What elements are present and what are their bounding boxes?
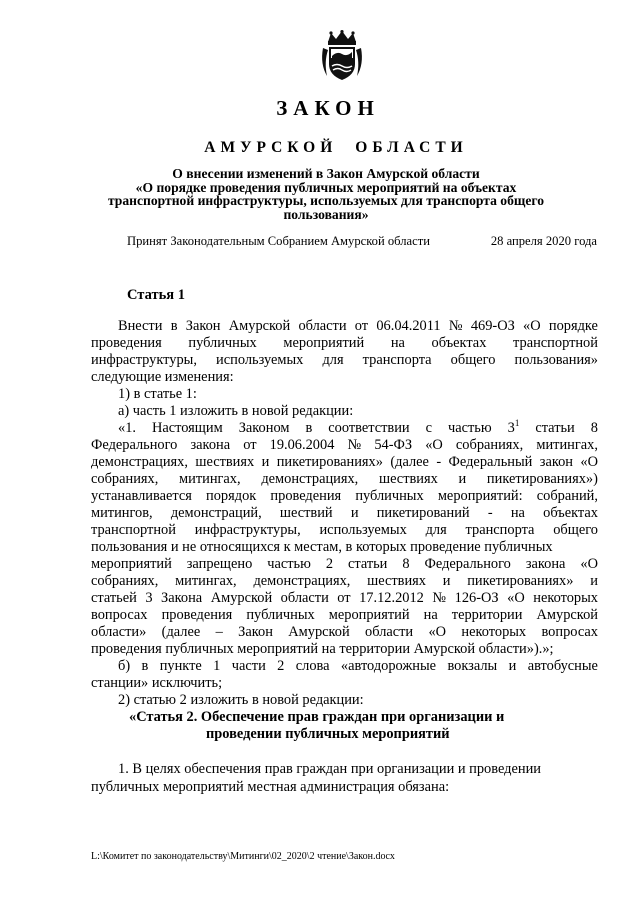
body-word: порядок [206, 488, 257, 504]
body-word: пикетирований [376, 505, 470, 521]
body-word: демонстрациях, [91, 454, 188, 470]
body-word: 3 [507, 420, 515, 436]
body-word: «О [580, 454, 598, 470]
body-word: станции» исключить; [91, 675, 223, 691]
body-word: запрещено [186, 556, 253, 572]
body-word: публичных [355, 488, 424, 504]
body-word: статьей [91, 590, 137, 606]
clause-text [91, 760, 598, 796]
body-word: для [425, 522, 447, 538]
body-word: и [508, 658, 517, 674]
law-title-line: О внесении изменений в Закон Амурской области [172, 166, 480, 181]
body-word: слова [295, 658, 330, 674]
body-word: собраниях, [91, 573, 159, 589]
body-line [91, 607, 598, 624]
body-word: «О [507, 590, 525, 606]
body-word: общего [450, 352, 496, 368]
body-word: шествиях [367, 573, 426, 589]
body-line [91, 573, 598, 590]
body-word: – [215, 624, 223, 640]
body-word: с [425, 420, 432, 436]
body-word: демонстрациях, [261, 471, 359, 487]
body-word: от [243, 437, 257, 453]
body-word: Закона [161, 590, 203, 606]
body-word: общего [553, 522, 598, 538]
clause-line [91, 778, 598, 796]
body-word: 54-ФЗ [374, 437, 413, 453]
body-word: пикетированиях») [486, 471, 598, 487]
body-word: порядке [548, 318, 598, 334]
article-body [91, 318, 598, 743]
body-word: публичных [188, 335, 257, 351]
body-word: проведения [91, 335, 162, 351]
body-word: 1 [213, 658, 221, 674]
body-line [91, 318, 598, 335]
body-word: в [170, 318, 178, 334]
body-word: и [350, 505, 359, 521]
body-word: мероприятий [328, 607, 410, 623]
body-word: транспортной [513, 335, 598, 351]
region-heading-word1: АМУРСКОЙ [204, 139, 338, 156]
body-word: б) [118, 658, 131, 674]
body-line [91, 403, 598, 420]
body-word: статьи [347, 556, 388, 572]
body-word: в [141, 658, 149, 674]
body-word: пикетированиях» [467, 573, 574, 589]
body-word: «О [580, 556, 598, 572]
body-word: митингах, [179, 471, 241, 487]
body-word: 8 [590, 420, 598, 436]
law-title-line: пользования» [283, 206, 369, 222]
body-word: Законом [238, 420, 290, 436]
body-line [91, 692, 598, 709]
adopting-body: Принят Законодательным Собранием Амурской области [127, 234, 430, 248]
body-word: - [487, 505, 493, 521]
body-word: собраниях, [455, 437, 524, 453]
article-heading: Статья 1 [127, 287, 185, 303]
body-line [91, 386, 598, 403]
body-word: частью [448, 420, 492, 436]
body-word: на [390, 335, 405, 351]
body-line [91, 539, 598, 556]
body-word: и [261, 454, 270, 470]
body-line [91, 488, 598, 505]
body-word: Федеральный [448, 454, 533, 470]
document-type-heading: ЗАКОН [276, 96, 380, 120]
amur-region-coat-of-arms-icon [319, 30, 365, 82]
body-word: проведения [161, 607, 233, 623]
body-word: демонстрациях, [253, 573, 351, 589]
body-line [91, 624, 598, 641]
body-word: № [432, 590, 447, 606]
body-word: 1) в статье 1: [118, 386, 197, 402]
clause-line-text: 1. В целях обеспечения прав граждан при организации и проведении [118, 761, 541, 777]
body-word: 17.12.2012 [359, 590, 424, 606]
body-line [91, 726, 598, 743]
body-word: 8 [402, 556, 410, 572]
body-word: собраниях, [91, 471, 159, 487]
adoption-line [127, 234, 597, 249]
body-word: 2) статью 2 изложить в новой редакции: [118, 692, 364, 708]
body-word: 469-ОЗ [470, 318, 515, 334]
body-word: области [365, 624, 414, 640]
body-word: «О [425, 437, 443, 453]
body-word: пикетированиях» [276, 454, 383, 470]
body-word: вопросах [541, 624, 598, 640]
body-line [91, 420, 598, 437]
body-word: пункте [159, 658, 202, 674]
body-word: демонстраций, [170, 505, 262, 521]
body-word: транспортной [91, 522, 176, 538]
body-word: публичных [246, 607, 315, 623]
body-word: и [458, 471, 467, 487]
body-word: - [436, 454, 442, 470]
body-word: в [305, 420, 313, 436]
body-word: шествиях [195, 454, 255, 470]
body-line [91, 641, 598, 658]
body-word: и [442, 573, 451, 589]
body-word: 19.06.2004 [269, 437, 335, 453]
body-word: мероприятий [91, 556, 172, 572]
body-word: (далее [390, 454, 429, 470]
body-line [91, 369, 598, 386]
law-title-line: транспортной инфраструктуры, используемых для транспорта общего [107, 193, 545, 208]
body-word: Федерального [424, 556, 511, 572]
body-line [91, 471, 598, 488]
superscript-index: 1 [514, 418, 520, 428]
body-word: используемых [319, 522, 407, 538]
body-word: автобусные [527, 658, 598, 674]
body-word: Амурской [536, 607, 598, 623]
region-heading-word2: ОБЛАСТИ [355, 139, 468, 156]
body-word: от [354, 318, 369, 334]
body-word: проведения публичных мероприятий на территории Амурской области»).»; [91, 641, 554, 657]
body-line [91, 335, 598, 352]
body-word: а) часть 1 изложить в новой редакции: [118, 403, 354, 419]
body-word: мероприятий: [437, 488, 523, 504]
body-word: вокзалы [447, 658, 498, 674]
body-word: транспорта [465, 522, 535, 538]
body-word: Внести [118, 318, 163, 334]
body-word: Федерального [91, 437, 178, 453]
body-word: закона [190, 437, 231, 453]
body-word: 3 [145, 590, 153, 606]
body-word: митингах, [536, 437, 598, 453]
body-line [91, 437, 598, 454]
body-word: 2 [277, 658, 285, 674]
body-word: «автодорожные [340, 658, 437, 674]
body-word: 2 [325, 556, 334, 572]
law-title-line: «О порядке проведения публичных мероприятий на объектах [135, 179, 517, 195]
body-word: части [231, 658, 266, 674]
body-word: (далее [161, 624, 201, 640]
region-heading [16, 139, 640, 157]
body-word: шествиях [378, 471, 438, 487]
body-word: используемых [216, 352, 304, 368]
body-word: Амурской [210, 590, 273, 606]
body-word: Амурской [288, 624, 350, 640]
body-word: и [590, 573, 598, 589]
body-word: некоторых [461, 624, 527, 640]
body-word: 126-ОЗ [454, 590, 499, 606]
body-word: инфраструктуры, [91, 352, 197, 368]
body-word: № [448, 318, 463, 334]
body-word: статьи [535, 420, 575, 436]
body-word: инфраструктуры, [194, 522, 301, 538]
body-word: «О [523, 318, 541, 334]
body-word: Амурской [228, 318, 291, 334]
body-word: области [280, 590, 329, 606]
body-word: митингов, [91, 505, 153, 521]
body-line [91, 675, 598, 692]
body-word: некоторых [533, 590, 598, 606]
body-word: территории [451, 607, 523, 623]
body-word: шествий [279, 505, 333, 521]
body-word: устанавливается [91, 488, 192, 504]
body-line [91, 352, 598, 369]
body-word: митингах, [175, 573, 237, 589]
clause-line [91, 760, 598, 778]
body-word: Закон [238, 624, 273, 640]
body-word: пользования и не относящихся к местам, в которых проведение публичных [91, 539, 553, 555]
body-word: транспорта [362, 352, 432, 368]
body-line [91, 454, 598, 471]
body-word: собраний, [536, 488, 598, 504]
adoption-date: 28 апреля 2020 года [490, 234, 597, 248]
body-word: области» [91, 624, 147, 640]
clause-line-text: публичных мероприятий местная администрация обязана: [91, 779, 450, 795]
body-word-with-sup [508, 420, 520, 437]
body-line [91, 658, 598, 675]
body-word: мероприятий [283, 335, 365, 351]
body-word: на [510, 505, 525, 521]
body-word: вопросах [91, 607, 148, 623]
body-line [91, 556, 598, 573]
body-line [91, 505, 598, 522]
body-word: закона [525, 556, 566, 572]
body-word: «Статья 2. Обеспечение прав граждан при организации и [129, 709, 505, 725]
body-word: от [337, 590, 351, 606]
body-word: пользования» [514, 352, 598, 368]
body-line [91, 590, 598, 607]
law-title [86, 167, 566, 221]
body-word: следующие изменения: [91, 369, 234, 385]
body-word: Закон [185, 318, 221, 334]
body-word: на [423, 607, 438, 623]
body-word: «О [428, 624, 447, 640]
body-word: закон [539, 454, 573, 470]
body-word: объектах [431, 335, 487, 351]
body-word: частью [267, 556, 311, 572]
body-word: соответствии [328, 420, 410, 436]
body-word: Настоящим [152, 420, 223, 436]
file-path-footer: L:\Комитет по законодательству\Митинги\02_2020\2 чтение\Закон.docx [91, 851, 395, 862]
body-line [91, 709, 598, 726]
body-word: области [298, 318, 347, 334]
body-word: «1. [118, 420, 136, 436]
body-word: проведения [270, 488, 342, 504]
body-word: проведении публичных мероприятий [206, 726, 450, 742]
body-word: 06.04.2011 [376, 318, 441, 334]
body-line [91, 522, 598, 539]
body-word: объектах [543, 505, 598, 521]
body-word: № [347, 437, 362, 453]
body-word: для [322, 352, 344, 368]
